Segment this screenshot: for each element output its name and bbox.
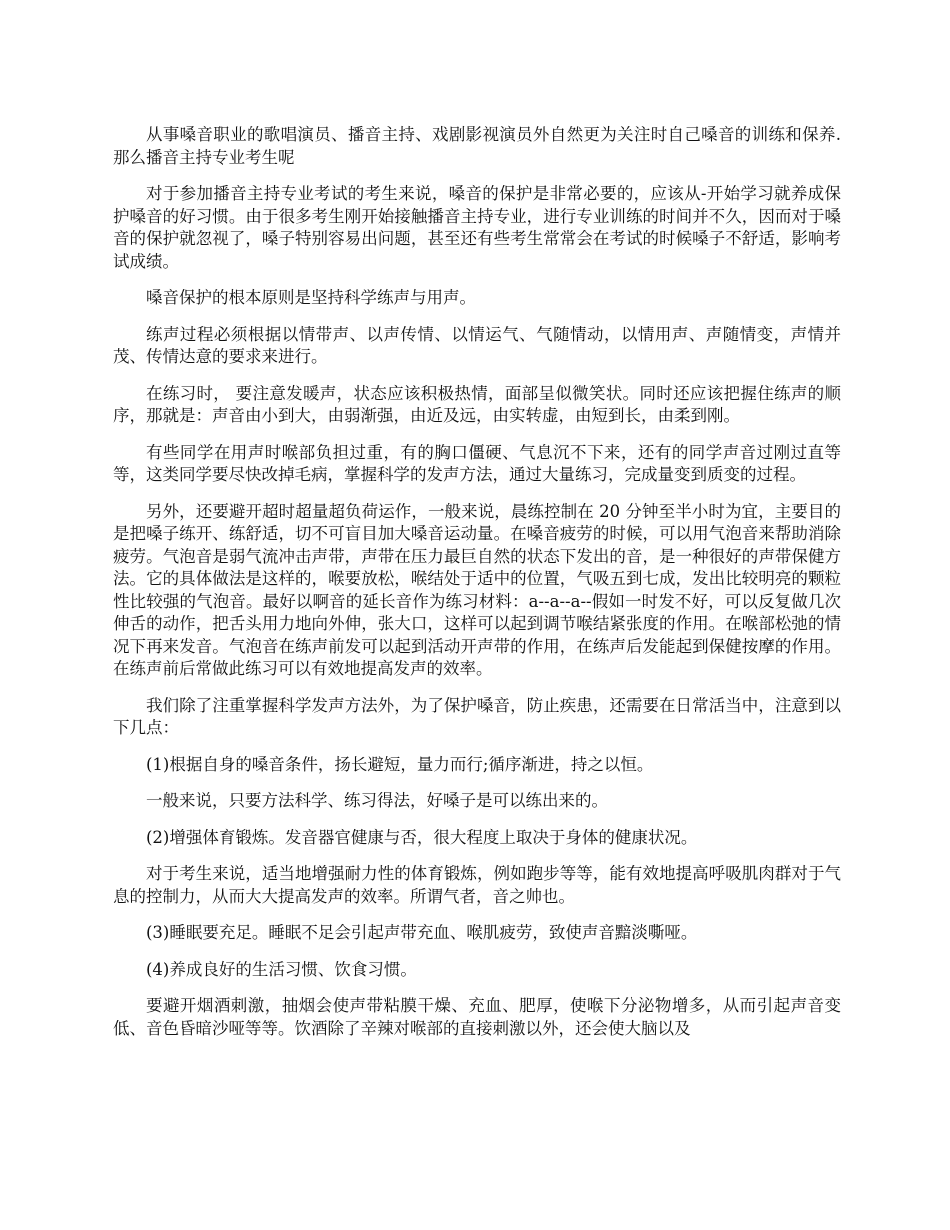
paragraph: (1)根据自身的嗓音条件，扬长避短，量力而行;循序渐进，持之以恒。 <box>146 754 654 774</box>
paragraph: 我们除了注重掌握科学发声方法外，为了保护嗓音，防止疾患，还需要在日常活当中，注意到以下几点： <box>113 695 841 737</box>
paragraph: 嗓音保护的根本原则是坚持科学练声与用声。 <box>146 288 476 307</box>
paragraph: 有些同学在用声时喉部负担过重，有的胸口僵硬、气息沉不下来，还有的同学声音过刚过直等等，这类同学要尽快改掉毛病，掌握科学的发声方法，通过大量练习，完成量变到质变的过程。 <box>113 442 841 484</box>
paragraph: 对于参加播音主持专业考试的考生来说，嗓音的保护是非常必要的，应该从-开始学习就养成保护嗓音的好习惯。由于很多考生刚开始接触播音主持专业，进行专业训练的时间并不久，因而对于嗓音的保护就忽视了，嗓子特别容易出问题，甚至还有些考生常常会在考试的时候嗓子不舒适，影响考试成绩。 <box>113 184 841 271</box>
paragraph: (4)养成良好的生活习惯、饮食习惯。 <box>146 959 417 979</box>
paragraph: 另外，还要避开超时超量超负荷运作，一般来说，晨练控制在 20 分钟至半小时为宜，主要目的是把嗓子练开、练舒适，切不可盲目加大嗓音运动量。在嗓音疲劳的时候，可以用气泡音来帮助消除疲劳。气泡音是弱气流冲击声带，声带在压力最巨自然的状态下发出的音，是一种很好的声带保健方法。它的具体做法是这样的，喉要放松，喉结处于适中的位置，气吸五到七成，发出比较明亮的颗粒性比较强的气泡音。最好以啊音的延长音作为练习材料：a--a--a--假如一时发不好，可以反复做几次伸舌的动作，把舌头用力地向外伸，张大口，这样可以起到调节喉结紧张度的作用。在喉部松弛的情况下再来发音。气泡音在练声前发可以起到活动开声带的作用，在练声后发能起到保健按摩的作用。在练声前后常做此练习可以有效地提高发声的效率。 <box>113 501 841 678</box>
paragraph: 一般来说，只要方法科学、练习得法，好嗓子是可以练出来的。 <box>146 791 608 810</box>
paragraph: (2)增强体育锻炼。发音器官健康与否，很大程度上取决于身体的健康状况。 <box>146 827 698 847</box>
document-page <box>113 124 841 1054</box>
paragraph: 对于考生来说，适当地增强耐力性的体育锻炼，例如跑步等等，能有效地提高呼吸肌肉群对于气息的控制力，从而大大提高发声的效率。所谓气者，音之帅也。 <box>113 864 841 906</box>
paragraph: 在练习时， 要注意发暖声，状态应该积极热情，面部呈似微笑状。同时还应该把握住练声的顺序，那就是：声音由小到大，由弱渐强，由近及远，由实转虚，由短到长，由柔到刚。 <box>113 383 841 425</box>
paragraph: (3)睡眠要充足。睡眠不足会引起声带充血、喉肌疲劳，致使声音黯淡嘶哑。 <box>146 923 698 942</box>
paragraph: 练声过程必须根据以情带声、以声传情、以情运气、气随情动，以情用声、声随情变，声情并茂、传情达意的要求来进行。 <box>113 324 841 366</box>
paragraph: 从事嗓音职业的歌唱演员、播音主持、戏剧影视演员外自然更为关注时自己嗓音的训练和保养.那么播音主持专业考生呢 <box>113 125 841 167</box>
paragraph: 要避开烟酒刺激，抽烟会使声带粘膜干燥、充血、肥厚，使喉下分泌物增多，从而引起声音变低、音色昏暗沙哑等等。饮酒除了辛辣对喉部的直接刺激以外，还会使大脑以及 <box>113 996 841 1038</box>
